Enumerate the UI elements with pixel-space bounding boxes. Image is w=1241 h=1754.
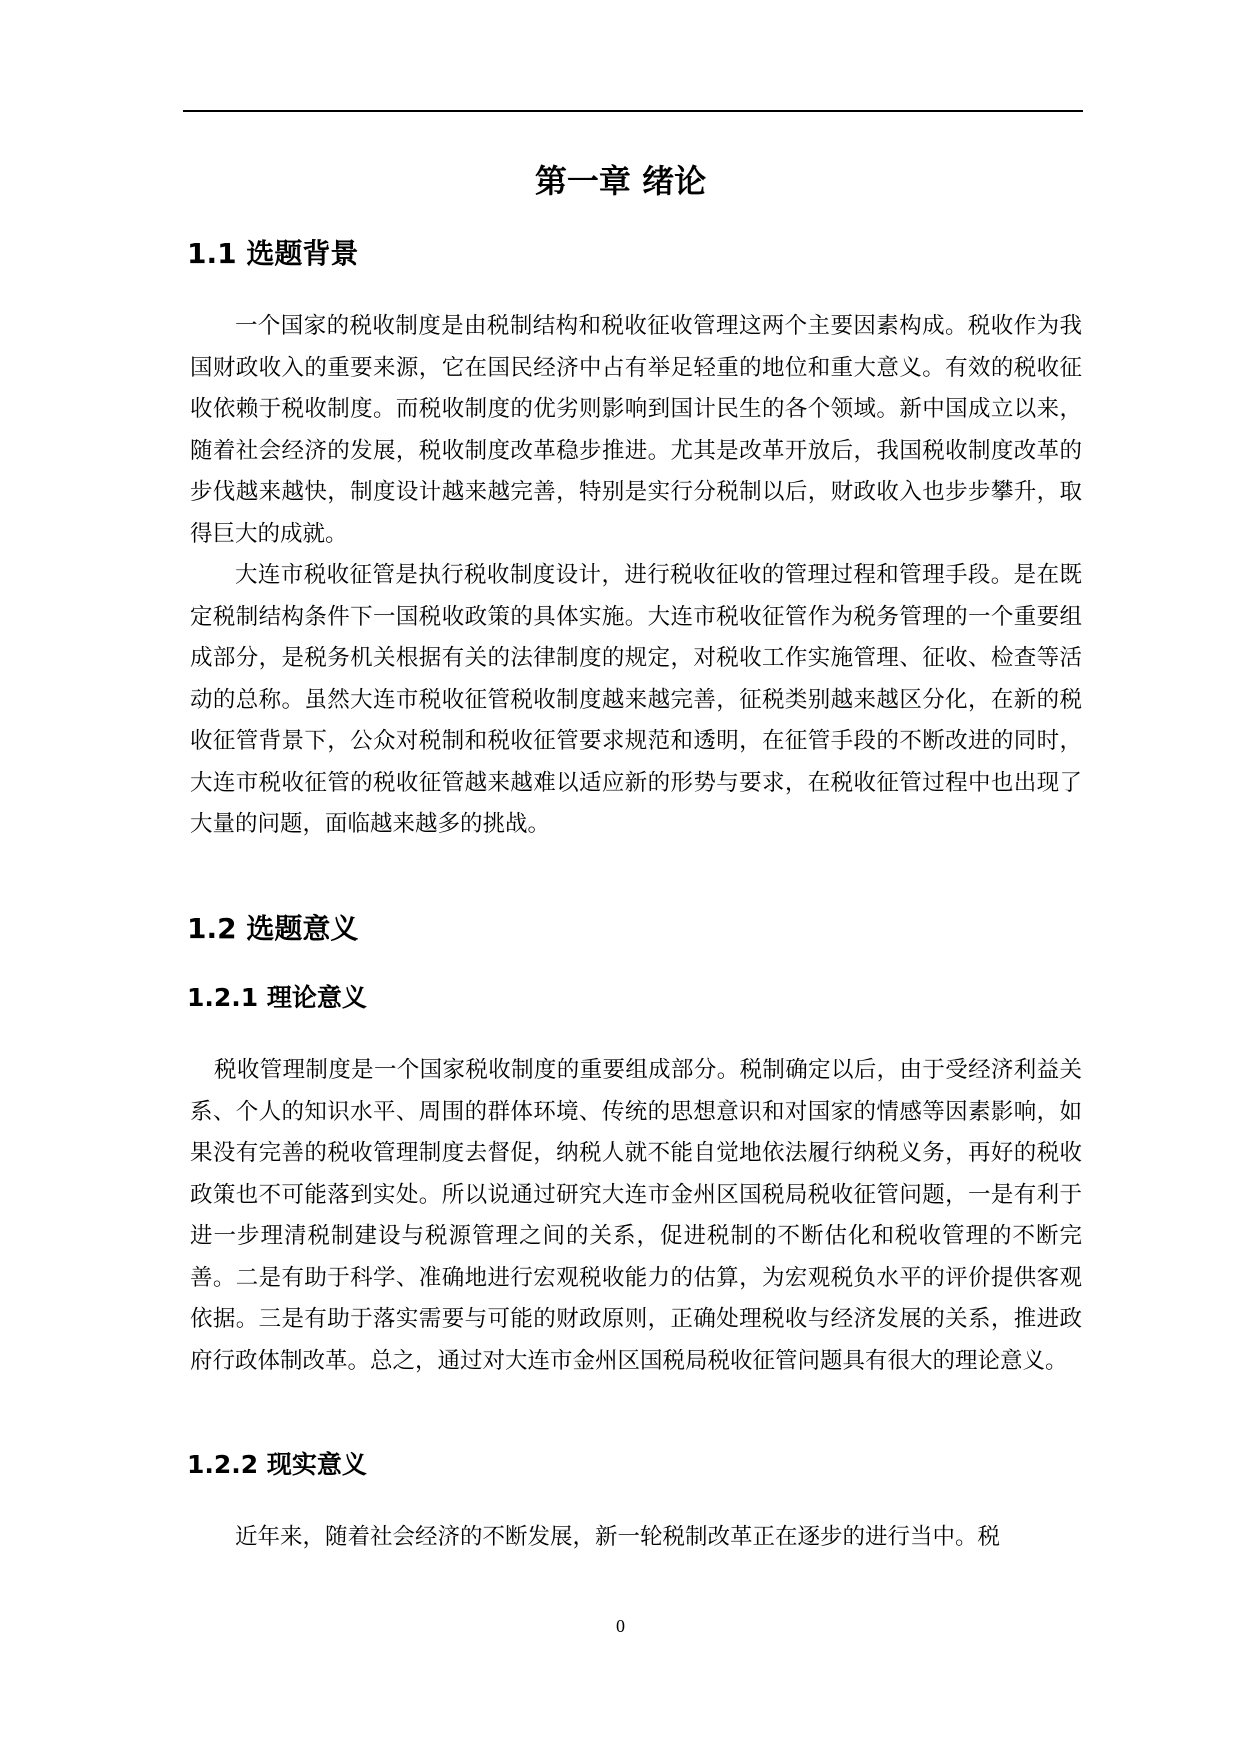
subsection-heading-theory: 1.2.1 理论意义 — [187, 983, 367, 1012]
practice-paragraph: 近年来，随着社会经济的不断发展，新一轮税制改革正在逐步的进行当中。税 — [235, 1524, 1001, 1550]
section-heading-significance: 1.2 选题意义 — [187, 912, 359, 945]
theory-paragraph: 税收管理制度是一个国家税收制度的重要组成部分。税制确定以后，由于受经济利益关系、个人的知识水平、周围的群体环境、传统的思想意识和对国家的情感等因素影响，如果没有完善的税收管理制度去督促，纳税人就不能自觉地依法履行纳税义务，再好的税收政策也不可能落到实处。所以说通过研究大连市金州区国税局税收征管问题，一是有利于进一步理清税制建设与税源管理之间的关系，促进税制的不断估化和税收管理的不断完善。二是有助于科学、准确地进行宏观税收能力的估算，为宏观税负水平的评价提供客观依据。三是有助于落实需要与可能的财政原则，正确处理税收与经济发展的关系，推进政府行政体制改革。总之，通过对大连市金州区国税局税收征管问题具有很大的理论意义。 — [190, 1057, 1082, 1374]
chapter-title: 第一章 绪论 — [534, 162, 707, 200]
header-rule — [183, 110, 1083, 112]
background-paragraph-1: 一个国家的税收制度是由税制结构和税收征收管理这两个主要因素构成。税收作为我国财政收入的重要来源，它在国民经济中占有举足轻重的地位和重大意义。有效的税收征收依赖于税收制度。而税收制度的优劣则影响到国计民生的各个领域。新中国成立以来，随着社会经济的发展，税收制度改革稳步推进。尤其是改革开放后，我国税收制度改革的步伐越来越快，制度设计越来越完善，特别是实行分税制以后，财政收入也步步攀升，取得巨大的成就。 — [190, 313, 1082, 547]
page-number: 0 — [616, 1616, 625, 1636]
section-heading-background: 1.1 选题背景 — [187, 237, 359, 270]
background-paragraph-2: 大连市税收征管是执行税收制度设计，进行税收征收的管理过程和管理手段。是在既定税制结构条件下一国税收政策的具体实施。大连市税收征管作为税务管理的一个重要组成部分，是税务机关根据有关的法律制度的规定，对税收工作实施管理、征收、检查等活动的总称。虽然大连市税收征管税收制度越来越完善，征税类别越来越区分化，在新的税收征管背景下，公众对税制和税收征管要求规范和透明，在征管手段的不断改进的同时，大连市税收征管的税收征管越来越难以适应新的形势与要求，在税收征管过程中也出现了大量的问题，面临越来越多的挑战。 — [190, 562, 1082, 837]
subsection-heading-practice: 1.2.2 现实意义 — [187, 1450, 367, 1479]
